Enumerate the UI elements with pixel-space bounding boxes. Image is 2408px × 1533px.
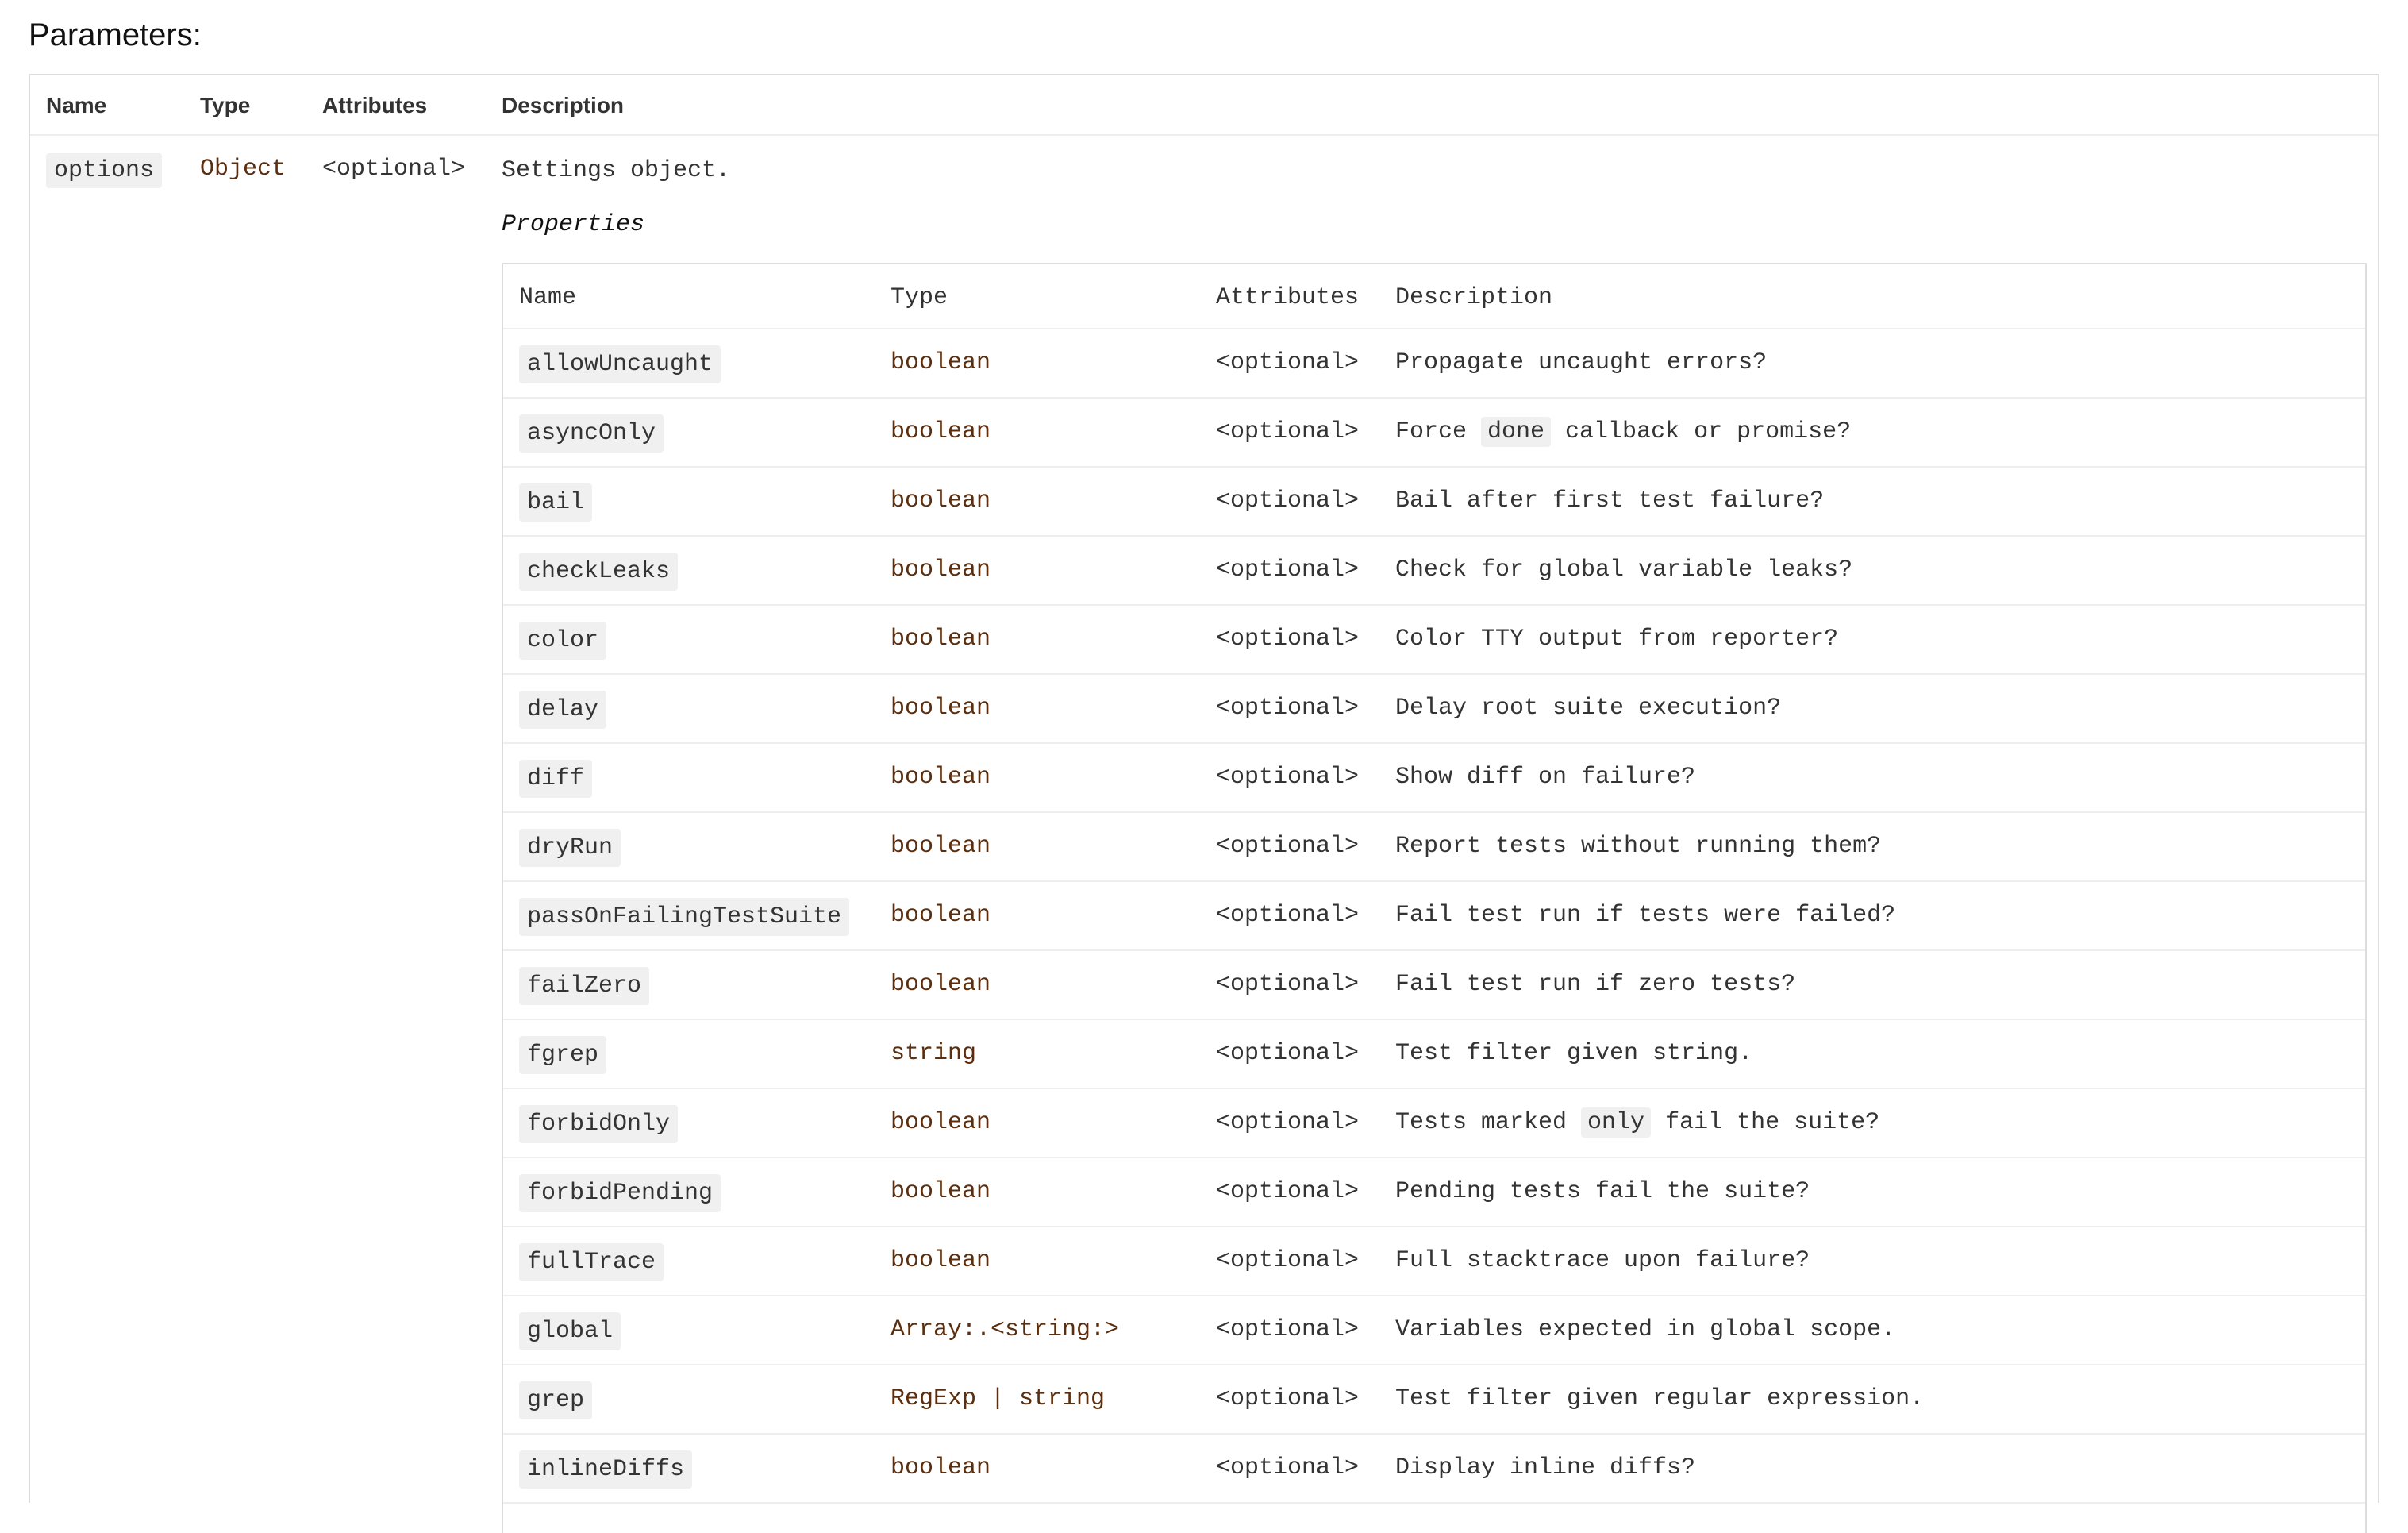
property-name: forbidOnly	[519, 1105, 678, 1143]
property-name: grep	[519, 1381, 592, 1419]
table-row	[503, 675, 2365, 744]
property-name: checkLeaks	[519, 553, 678, 591]
header-attributes: Attributes	[322, 93, 428, 117]
property-type: RegExp | string	[890, 1385, 1106, 1412]
property-description	[1395, 1174, 1810, 1209]
property-description-text: Test filter given regular expression.	[1395, 1385, 1925, 1412]
property-description	[1395, 1036, 1752, 1071]
header-name: Name	[46, 93, 107, 117]
property-attributes: <optional>	[1216, 1040, 1360, 1067]
property-description-text: Report tests without running them?	[1395, 833, 1882, 860]
property-attributes: <optional>	[1216, 695, 1360, 722]
property-description-text: Variables expected in global scope.	[1395, 1316, 1896, 1343]
property-description	[1395, 691, 1781, 726]
property-type: boolean	[890, 695, 991, 722]
property-description-text: Check for global variable leaks?	[1395, 557, 1853, 584]
property-name: diff	[519, 760, 592, 798]
property-attributes: <optional>	[1216, 1109, 1360, 1136]
param-description: Settings object.	[502, 157, 731, 184]
property-description	[1395, 967, 1795, 1002]
property-description-text: Show diff on failure?	[1395, 764, 1696, 791]
property-name: fgrep	[519, 1036, 606, 1074]
property-name: forbidPending	[519, 1174, 721, 1212]
property-type: boolean	[890, 971, 991, 998]
property-type: boolean	[890, 487, 991, 514]
property-name: passOnFailingTestSuite	[519, 898, 849, 936]
property-attributes: <optional>	[1216, 557, 1360, 584]
property-description	[1395, 1450, 1695, 1485]
property-name: allowUncaught	[519, 345, 721, 383]
property-type: boolean	[890, 833, 991, 860]
property-description-text: Bail after first test failure?	[1395, 487, 1825, 514]
table-row	[503, 951, 2365, 1020]
properties-table-header	[503, 264, 2365, 329]
table-row	[503, 1365, 2365, 1435]
property-description	[1395, 483, 1824, 518]
property-type: boolean	[890, 1178, 991, 1205]
prop-header-description: Description	[1395, 284, 1553, 311]
property-name: color	[519, 622, 606, 660]
property-description-text: Pending tests fail the suite?	[1395, 1178, 1810, 1205]
property-type: boolean	[890, 557, 991, 584]
property-name: global	[519, 1312, 621, 1350]
property-name: failZero	[519, 967, 649, 1005]
table-row	[503, 1296, 2365, 1365]
property-description	[1395, 414, 1851, 449]
property-attributes: <optional>	[1216, 902, 1360, 929]
property-name: asyncOnly	[519, 414, 664, 453]
section-title: Parameters:	[29, 17, 202, 52]
property-description	[1395, 345, 1767, 380]
table-row	[503, 537, 2365, 606]
inline-code: done	[1481, 417, 1551, 447]
property-description-text: Color TTY output from reporter?	[1395, 626, 1839, 653]
property-type: boolean	[890, 764, 991, 791]
param-attributes: <optional>	[322, 156, 466, 183]
property-name: inlineDiffs	[519, 1450, 692, 1489]
property-description-text: Propagate uncaught errors?	[1395, 349, 1768, 376]
property-type: boolean	[890, 349, 991, 376]
header-description: Description	[502, 93, 625, 117]
table-row	[503, 1227, 2365, 1296]
table-row	[503, 606, 2365, 675]
property-name: dryRun	[519, 829, 621, 867]
table-row	[503, 329, 2365, 399]
table-row	[503, 813, 2365, 882]
property-attributes: <optional>	[1216, 764, 1360, 791]
property-type: boolean	[890, 1454, 991, 1481]
property-description	[1395, 1105, 1879, 1140]
table-row	[503, 1158, 2365, 1227]
property-description-text: Full stacktrace upon failure?	[1395, 1247, 1810, 1274]
property-description	[1395, 1312, 1895, 1347]
property-type: boolean	[890, 1109, 991, 1136]
property-attributes: <optional>	[1216, 971, 1360, 998]
property-description-text: Tests marked	[1395, 1109, 1582, 1136]
property-description	[1395, 898, 1895, 933]
property-description	[1395, 829, 1881, 864]
properties-label: Properties	[502, 211, 645, 238]
property-description-text: Fail test run if zero tests?	[1395, 971, 1796, 998]
table-row	[503, 1020, 2365, 1089]
inline-code: only	[1581, 1107, 1651, 1138]
property-attributes: <optional>	[1216, 1385, 1360, 1412]
property-type: boolean	[890, 902, 991, 929]
property-attributes: <optional>	[1216, 487, 1360, 514]
property-description-text: fail the suite?	[1651, 1109, 1880, 1136]
property-type: boolean	[890, 418, 991, 445]
parameters-table	[29, 74, 2379, 1503]
prop-header-type: Type	[890, 284, 948, 311]
prop-header-name: Name	[519, 284, 577, 311]
property-attributes: <optional>	[1216, 833, 1360, 860]
table-row	[503, 1435, 2365, 1504]
property-description-text: Fail test run if tests were failed?	[1395, 902, 1896, 929]
property-description-text: Force	[1395, 418, 1482, 445]
table-row	[503, 399, 2365, 468]
param-name: options	[46, 153, 162, 188]
property-type: boolean	[890, 626, 991, 653]
table-row	[503, 468, 2365, 537]
property-description	[1395, 1243, 1810, 1278]
parameters-table-header	[30, 75, 2378, 136]
table-row	[503, 744, 2365, 813]
prop-header-attributes: Attributes	[1216, 284, 1360, 311]
property-attributes: <optional>	[1216, 349, 1360, 376]
properties-table	[502, 263, 2367, 1533]
property-description-text: Display inline diffs?	[1395, 1454, 1696, 1481]
table-row	[503, 882, 2365, 951]
property-name: fullTrace	[519, 1243, 664, 1281]
property-description	[1395, 553, 1852, 587]
property-type: Array:.<string:>	[890, 1316, 1120, 1343]
param-type: Object	[200, 156, 287, 183]
property-attributes: <optional>	[1216, 418, 1360, 445]
property-description-text: callback or promise?	[1551, 418, 1852, 445]
header-type: Type	[200, 93, 251, 117]
property-attributes: <optional>	[1216, 1178, 1360, 1205]
property-type: string	[890, 1040, 977, 1067]
property-type: boolean	[890, 1247, 991, 1274]
property-name: bail	[519, 483, 592, 522]
property-description-text: Delay root suite execution?	[1395, 695, 1782, 722]
property-attributes: <optional>	[1216, 1316, 1360, 1343]
table-row	[503, 1089, 2365, 1158]
property-attributes: <optional>	[1216, 626, 1360, 653]
property-attributes: <optional>	[1216, 1454, 1360, 1481]
property-description	[1395, 622, 1838, 657]
property-description	[1395, 1381, 1924, 1416]
property-name: delay	[519, 691, 606, 729]
property-description-text: Test filter given string.	[1395, 1040, 1753, 1067]
properties-rows	[503, 329, 2365, 1504]
property-attributes: <optional>	[1216, 1247, 1360, 1274]
property-description	[1395, 760, 1695, 795]
